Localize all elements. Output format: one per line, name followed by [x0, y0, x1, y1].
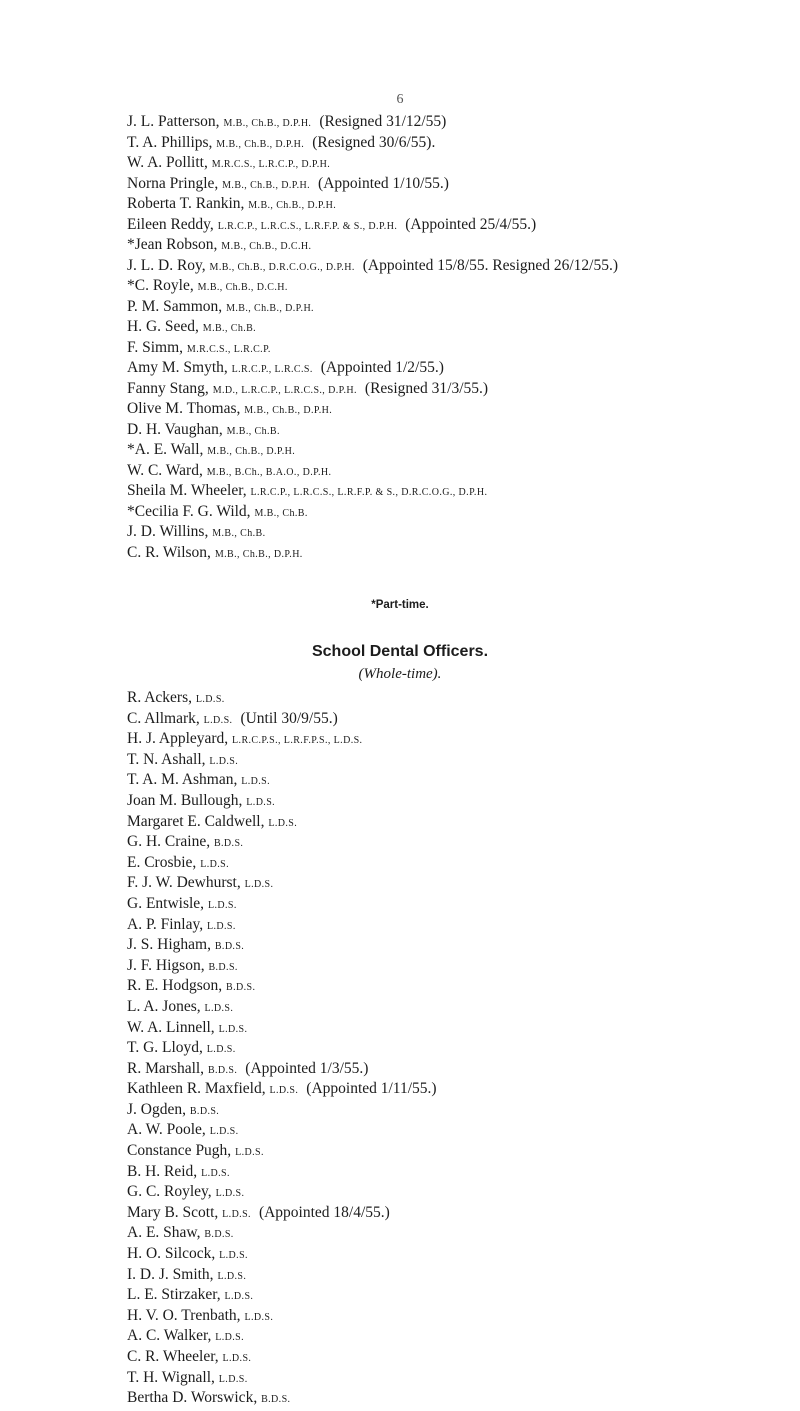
officer-qualifications: M.B., Ch.B. — [254, 507, 308, 519]
officer-qualifications: L.D.S. — [209, 755, 239, 767]
list-item — [127, 770, 437, 791]
officer-name: B. H. Reid, — [127, 1162, 198, 1180]
officer-name: J. Ogden, — [127, 1100, 186, 1118]
officer-qualifications: M.B., Ch.B., D.P.H. — [207, 446, 296, 457]
list-item — [127, 1141, 437, 1162]
officer-qualifications: M.B., Ch.B., D.P.H. — [223, 118, 312, 129]
list-item — [127, 1244, 437, 1265]
officer-name: C. R. Wheeler, — [127, 1348, 219, 1365]
officer-note: (Appointed 1/10/55.) — [318, 174, 449, 192]
officer-name: H. J. Appleyard, — [127, 730, 229, 748]
list-item — [127, 1162, 437, 1183]
officer-note: (Appointed 1/2/55.) — [320, 359, 444, 376]
officer-qualifications: L.R.C.P.S., L.R.F.P.S., L.D.S. — [232, 735, 363, 747]
list-item — [127, 791, 437, 812]
officer-qualifications: L.D.S. — [218, 1373, 248, 1385]
officer-note: (Resigned 30/6/55). — [312, 133, 436, 151]
officer-qualifications: M.B., Ch.B., D.P.H. — [216, 138, 305, 150]
list-item — [127, 481, 618, 502]
officer-qualifications: B.D.S. — [204, 1229, 234, 1241]
officer-qualifications: M.B., Ch.B., D.R.C.O.G., D.P.H. — [209, 261, 355, 273]
officer-qualifications: L.D.S. — [195, 694, 225, 705]
officer-name: J. S. Higham, — [127, 936, 211, 954]
officer-qualifications: L.R.C.P., L.R.C.S. — [231, 364, 313, 375]
list-item — [127, 1182, 437, 1203]
officer-qualifications: L.D.S. — [217, 1270, 247, 1282]
officer-qualifications: M.B., Ch.B., D.C.H. — [197, 282, 288, 293]
officer-qualifications: M.B., Ch.B. — [226, 425, 280, 437]
officer-name: C. Allmark, — [127, 709, 200, 727]
officer-name: P. M. Sammon, — [127, 297, 223, 315]
list-item — [127, 522, 618, 543]
officer-name: Margaret E. Caldwell, — [127, 812, 265, 830]
list-item — [127, 1038, 437, 1059]
officer-name: H. O. Silcock, — [127, 1245, 216, 1263]
list-item — [127, 358, 618, 379]
list-item — [127, 1285, 437, 1306]
list-item — [127, 338, 618, 359]
list-item — [127, 543, 618, 564]
officer-name: A. E. Shaw, — [127, 1224, 201, 1242]
dental-officer-list — [127, 688, 437, 1409]
list-item — [127, 894, 437, 915]
officer-name: Mary B. Scott, — [127, 1203, 219, 1221]
list-item — [127, 379, 618, 400]
list-item — [127, 215, 618, 236]
list-item — [127, 1059, 437, 1080]
officer-name: I. D. J. Smith, — [127, 1265, 214, 1283]
officer-name: *Cecilia F. G. Wild, — [127, 502, 251, 520]
officer-name: *A. E. Wall, — [127, 441, 204, 458]
list-item — [127, 502, 618, 523]
officer-qualifications: B.D.S. — [189, 1105, 220, 1117]
officer-name: T. A. Phillips, — [127, 133, 213, 151]
list-item — [127, 997, 437, 1018]
list-item — [127, 853, 437, 874]
officer-qualifications: M.B., Ch.B., D.P.H. — [222, 179, 311, 191]
officer-note: (Until 30/9/55.) — [240, 709, 338, 727]
officer-qualifications: L.D.S. — [206, 1044, 236, 1056]
officer-qualifications: M.D., L.R.C.P., L.R.C.S., D.P.H. — [212, 384, 357, 396]
dental-section-heading: School Dental Officers. — [311, 643, 489, 660]
officer-qualifications: L.D.S. — [203, 714, 233, 726]
officer-note: (Appointed 18/4/55.) — [258, 1203, 390, 1221]
officer-qualifications: M.B., Ch.B. — [202, 323, 257, 334]
officer-name: Fanny Stang, — [127, 379, 209, 397]
officer-qualifications: M.R.C.S., L.R.C.P., D.P.H. — [211, 159, 331, 170]
officer-note: (Resigned 31/12/55) — [319, 113, 447, 130]
officer-qualifications: L.D.S. — [201, 1167, 230, 1179]
dental-section-subheading: (Whole-time). — [358, 666, 442, 682]
list-item — [127, 133, 618, 154]
list-item — [127, 174, 618, 195]
officer-name: F. J. W. Dewhurst, — [127, 874, 241, 892]
officer-qualifications: B.D.S. — [207, 1064, 238, 1076]
officer-qualifications: B.D.S. — [261, 1394, 291, 1406]
list-item — [127, 832, 437, 853]
officer-qualifications: L.D.S. — [215, 1332, 245, 1344]
officer-qualifications: M.B., B.Ch., B.A.O., D.P.H. — [206, 466, 332, 478]
list-item — [127, 317, 618, 338]
officer-name: J. L. D. Roy, — [127, 256, 206, 274]
officer-name: J. F. Higson, — [127, 956, 205, 974]
officer-name: *Jean Robson, — [127, 236, 218, 253]
officer-name: J. D. Willins, — [127, 523, 209, 540]
list-item — [127, 1120, 437, 1141]
officer-name: Eileen Reddy, — [127, 215, 214, 233]
officer-name: D. H. Vaughan, — [127, 420, 223, 438]
list-item — [127, 153, 618, 174]
officer-name: Amy M. Smyth, — [127, 359, 228, 376]
list-item — [127, 420, 618, 441]
officer-qualifications: L.D.S. — [241, 776, 271, 788]
officer-qualifications: L.D.S. — [209, 1126, 239, 1138]
officer-name: G. H. Craine, — [127, 833, 211, 851]
officer-name: W. A. Pollitt, — [127, 154, 208, 171]
list-item — [127, 1203, 437, 1224]
officer-qualifications: B.D.S. — [213, 838, 244, 850]
officer-name: J. L. Patterson, — [127, 113, 220, 130]
officer-name: H. G. Seed, — [127, 318, 199, 335]
officer-name: T. N. Ashall, — [127, 750, 206, 768]
officer-qualifications: L.D.S. — [204, 1002, 234, 1014]
list-item — [127, 194, 618, 215]
list-item — [127, 750, 437, 771]
list-item — [127, 440, 618, 461]
officer-note: (Appointed 1/3/55.) — [245, 1059, 369, 1077]
officer-name: Sheila M. Wheeler, — [127, 482, 247, 499]
officer-qualifications: L.D.S. — [206, 920, 236, 932]
officer-qualifications: B.D.S. — [226, 982, 256, 994]
officer-qualifications: L.D.S. — [222, 1353, 252, 1364]
officer-note: (Appointed 1/11/55.) — [306, 1080, 437, 1098]
officer-name: R. E. Hodgson, — [127, 977, 223, 995]
list-item — [127, 1347, 437, 1368]
officer-qualifications: M.B., Ch.B. — [212, 528, 266, 539]
officer-name: T. A. M. Ashman, — [127, 771, 238, 789]
part-time-footnote: *Part-time. — [371, 599, 429, 611]
officer-name: R. Marshall, — [127, 1059, 205, 1077]
officer-qualifications: L.D.S. — [224, 1291, 254, 1303]
officer-name: L. E. Stirzaker, — [127, 1286, 221, 1304]
list-item — [127, 235, 618, 256]
officer-qualifications: L.D.S. — [215, 1188, 245, 1200]
officer-name: Joan M. Bullough, — [127, 791, 243, 809]
list-item — [127, 873, 437, 894]
list-item — [127, 1223, 437, 1244]
list-item — [127, 935, 437, 956]
officer-qualifications: L.D.S. — [219, 1250, 248, 1262]
officer-qualifications: L.D.S. — [246, 796, 276, 808]
officer-name: W. C. Ward, — [127, 461, 203, 479]
officer-name: Kathleen R. Maxfield, — [127, 1080, 266, 1098]
list-item — [127, 276, 618, 297]
officer-qualifications: M.B., Ch.B., D.P.H. — [244, 405, 333, 416]
officer-qualifications: L.D.S. — [244, 1311, 274, 1323]
officer-note: (Appointed 25/4/55.) — [405, 215, 537, 233]
officer-qualifications: M.B., Ch.B., D.P.H. — [214, 548, 303, 560]
officer-name: Constance Pugh, — [127, 1142, 232, 1160]
officer-qualifications: B.D.S. — [208, 961, 238, 973]
officer-name: A. C. Walker, — [127, 1327, 212, 1345]
officer-name: Norna Pringle, — [127, 174, 219, 192]
list-item — [127, 1326, 437, 1347]
list-item — [127, 1388, 437, 1409]
officer-name: Roberta T. Rankin, — [127, 195, 245, 212]
officer-qualifications: L.D.S. — [200, 858, 229, 870]
officer-name: F. Simm, — [127, 338, 184, 356]
list-item — [127, 1018, 437, 1039]
officer-qualifications: L.R.C.P., L.R.C.S., L.R.F.P. & S., D.P.H. — [217, 220, 398, 232]
officer-qualifications: M.B., Ch.B., D.C.H. — [221, 241, 312, 252]
list-item — [127, 812, 437, 833]
officer-qualifications: L.D.S. — [235, 1147, 264, 1159]
officer-qualifications: B.D.S. — [214, 941, 245, 953]
officer-name: G. C. Royley, — [127, 1183, 212, 1201]
list-item — [127, 461, 618, 482]
officer-qualifications: L.D.S. — [269, 1085, 299, 1097]
officer-name: W. A. Linnell, — [127, 1018, 215, 1036]
officer-qualifications: M.B., Ch.B., D.P.H. — [248, 200, 337, 211]
officer-name: H. V. O. Trenbath, — [127, 1306, 241, 1324]
officer-qualifications: L.R.C.P., L.R.C.S., L.R.F.P. & S., D.R.C.O.G., D.P.H. — [250, 487, 488, 498]
list-item — [127, 956, 437, 977]
officer-name: Olive M. Thomas, — [127, 400, 241, 417]
officer-note: (Resigned 31/3/55.) — [364, 379, 489, 397]
list-item — [127, 1265, 437, 1286]
list-item — [127, 709, 437, 730]
officer-name: *C. Royle, — [127, 277, 194, 294]
medical-officer-list — [127, 112, 618, 563]
officer-qualifications: L.D.S. — [222, 1208, 251, 1220]
officer-name: G. Entwisle, — [127, 894, 205, 912]
list-item — [127, 688, 437, 709]
officer-name: T. G. Lloyd, — [127, 1039, 203, 1057]
officer-qualifications: M.R.C.S., L.R.C.P. — [186, 343, 271, 355]
list-item — [127, 1306, 437, 1327]
list-item — [127, 915, 437, 936]
list-item — [127, 256, 618, 277]
officer-name: A. P. Finlay, — [127, 915, 204, 933]
officer-name: Bertha D. Worswick, — [127, 1389, 258, 1407]
list-item — [127, 112, 618, 133]
list-item — [127, 297, 618, 318]
list-item — [127, 729, 437, 750]
list-item — [127, 1100, 437, 1121]
officer-qualifications: L.D.S. — [218, 1023, 248, 1035]
list-item — [127, 399, 618, 420]
officer-qualifications: L.D.S. — [268, 817, 298, 829]
officer-qualifications: L.D.S. — [207, 899, 237, 911]
officer-note: (Appointed 15/8/55. Resigned 26/12/55.) — [362, 256, 619, 274]
officer-qualifications: M.B., Ch.B., D.P.H. — [226, 302, 314, 314]
officer-name: A. W. Poole, — [127, 1121, 206, 1139]
page-number: 6 — [396, 92, 404, 107]
officer-name: T. H. Wignall, — [127, 1368, 215, 1386]
officer-name: C. R. Wilson, — [127, 543, 211, 561]
officer-name: L. A. Jones, — [127, 997, 201, 1015]
list-item — [127, 1368, 437, 1389]
list-item — [127, 1079, 437, 1100]
officer-qualifications: L.D.S. — [244, 879, 274, 891]
officer-name: R. Ackers, — [127, 689, 193, 706]
list-item — [127, 976, 437, 997]
officer-name: E. Crosbie, — [127, 853, 197, 871]
